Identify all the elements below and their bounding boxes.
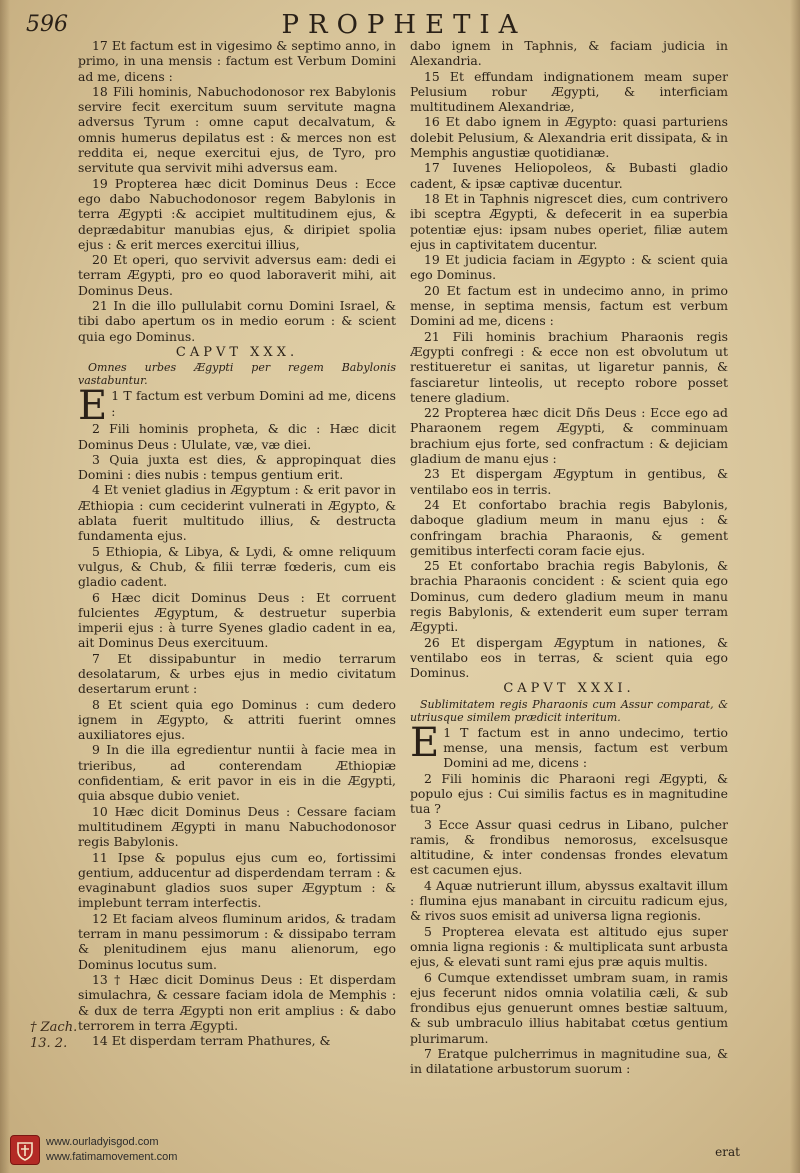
verse: 7 Eratque pulcherrimus in magnitudine sua, & in dilatatione arbustorum suorum : xyxy=(410,1046,728,1077)
verse: 3 Ecce Assur quasi cedrus in Libano, pulcher ramis, & frondibus nemorosus, excelsusque altitudine, & inter condensas frondes elevatum est cacumen ejus. xyxy=(410,816,728,878)
verse: 22 Propterea hæc dicit Dñs Deus : Ecce ego ad Pharaonem regem Ægypti, & comminuam brachium ejus forte, sed confractum : & dejiciam gladium de manu ejus : xyxy=(410,405,728,467)
verse: 17 Et factum est in vigesimo & septimo anno, in primo, in una mensis : factum est Verbum Domini ad me, dicens : xyxy=(78,38,396,84)
left-column xyxy=(78,38,396,1141)
verse: 21 In die illo pullulabit cornu Domini Israel, & tibi dabo apertum os in medio eorum : & scient quia ego Dominus. xyxy=(78,298,396,344)
verse: 20 Et operi, quo servivit adversus eam: dedi ei terram Ægypti, pro eo quod laboraverit mihi, ait Dominus Deus. xyxy=(78,252,396,298)
drop-cap: E xyxy=(78,383,108,430)
verse: 20 Et factum est in undecimo anno, in primo mense, in septima mensis, factum est verbum Domini ad me, dicens : xyxy=(410,282,728,329)
verse: 24 Et confortabo brachia regis Babylonis, daboque gladium meum in manu ejus : & confringam brachia Pharaonis, & gement gemitibus interfecti coram facie ejus. xyxy=(410,496,728,558)
verse: 17 Iuvenes Heliopoleos, & Bubasti gladio cadent, & ipsæ captivæ ducentur. xyxy=(410,160,728,191)
verse: 10 Hæc dicit Dominus Deus : Cessare faciam multitudinem Ægypti in manu Nabuchodonosor regis Babylonis. xyxy=(78,803,396,850)
verse: 19 Et judicia faciam in Ægypto : & scient quia ego Dominus. xyxy=(410,252,728,283)
verse: 5 Ethiopia, & Libya, & Lydi, & omne reliquum vulgus, & Chub, & filii terræ fœderis, cum eis gladio cadent. xyxy=(78,543,396,590)
catchword: erat xyxy=(715,1145,740,1159)
verse: 19 Propterea hæc dicit Dominus Deus : Ecce ego dabo Nabuchodonosor regem Babylonis in terra Ægypti :& accipiet multitudinem ejus, & deprædabitur manubias ejus, & diripiet spolia ejus : & erit merces exercitui illius, xyxy=(78,175,396,252)
first-verse xyxy=(78,383,396,430)
margin-reference: † Zach. 13. 2. xyxy=(30,1020,78,1051)
verse: 5 Propterea elevata est altitudo ejus super omnia ligna regionis : & multiplicata sunt arbusta ejus, & elevati sunt rami ejus præ aquis multis. xyxy=(410,923,728,970)
page-number: 596 xyxy=(26,12,68,37)
first-verse xyxy=(410,719,728,771)
verse: 26 Et dispergam Ægyptum in nationes, & ventilabo eos in terras, & scient quia ego Dominus. xyxy=(410,634,728,681)
footer-link-ourladyisgod[interactable]: www.ourladyisgod.com xyxy=(46,1136,159,1148)
verse: 2 Fili hominis propheta, & dic : Hæc dicit Dominus Deus : Ululate, væ, væ diei. xyxy=(78,421,396,452)
chapter-heading: CAPVT XXXI. xyxy=(503,681,635,697)
verse: 11 Ipse & populus ejus cum eo, fortissimi gentium, adducentur ad disperdendam terram : & evaginabunt gladios suos super Ægyptum : & implebunt terram interfectis. xyxy=(78,849,396,911)
footer-link-fatimamovement[interactable]: www.fatimamovement.com xyxy=(46,1151,178,1163)
verse: 9 In die illa egredientur nuntii à facie mea in trieribus, ad conterendam Æthiopiæ confidentiam, & erit pavor in eis in die Ægypti, quia absque dubio veniet. xyxy=(78,742,396,804)
verse: 4 Aquæ nutrierunt illum, abyssus exaltavit illum : flumina ejus manabant in circuitu radicum ejus, & rivos suos emisit ad universa ligna regionis. xyxy=(410,877,728,924)
right-page-shadow xyxy=(790,0,800,1173)
verse: dabo ignem in Taphnis, & faciam judicia in Alexandria. xyxy=(410,38,728,69)
right-column xyxy=(410,38,728,1141)
left-page-shadow xyxy=(0,0,10,1173)
seal-icon xyxy=(10,1135,40,1165)
verse: 3 Quia juxta est dies, & appropinquat dies Domini : dies nubis : tempus gentium erit. xyxy=(78,451,396,483)
chapter-summary: Omnes urbes Ægypti per regem Babylonis vastabuntur. xyxy=(78,361,396,388)
verse: 21 Fili hominis brachium Pharaonis regis Ægypti confregi : & ecce non est obvolutum ut restitueretur ei sanitas, ut ligaretur pannis, & fasciaretur linteolis, ut recepto robore posset tenere gladium. xyxy=(410,328,728,405)
chapter-summary: Sublimitatem regis Pharaonis cum Assur comparat, & utriusque similem prædicit interitum. xyxy=(410,697,728,724)
verse: 14 Et disperdam terram Phathures, & xyxy=(92,1033,331,1049)
chapter-heading: CAPVT XXX. xyxy=(175,344,299,360)
verse: 4 Et veniet gladius in Ægyptum : & erit pavor in Æthiopia : cum ceciderint vulnerati in Ægypto, & ablata fuerit multitudo illius, & destructa fundamenta ejus. xyxy=(78,482,396,544)
verse: 7 Et dissipabuntur in medio terrarum desolatarum, & urbes ejus in medio civitatum desertarum erunt : xyxy=(78,650,396,697)
verse: 13 † Hæc dicit Dominus Deus : Et disperdam simulachra, & cessare faciam idola de Memphis : & dux de terra Ægypti non erit amplius : & dabo terrorem in terra Ægypti. xyxy=(78,971,396,1033)
verse: 15 Et effundam indignationem meam super Pelusium robur Ægypti, & interficiam multitudinem Alexandriæ, xyxy=(410,68,728,115)
verse: 2 Fili hominis dic Pharaoni regi Ægypti, & populo ejus : Cui similis factus es in magnitudine tua ? xyxy=(410,770,728,817)
verse: 16 Et dabo ignem in Ægypto: quasi parturiens dolebit Pelusium, & Alexandria erit dissipata, & in Memphis angustiæ quotidianæ. xyxy=(410,114,728,161)
page-header xyxy=(22,8,786,42)
first-verse-text: 1 T factum est verbum Domini ad me, dicens : xyxy=(111,388,396,419)
verse: 23 Et dispergam Ægyptum in gentibus, & ventilabo eos in terris. xyxy=(410,466,728,497)
verse: 18 Fili hominis, Nabuchodonosor rex Babylonis servire fecit exercitum suum servitute magna adversus Tyrum : omne caput decalvatum, & omnis humerus depilatus est : & merces non est reddita ei, neque exercitui ejus, de Tyro, pro servitute qua servivit mihi adversus eam. xyxy=(78,83,396,176)
verse: 18 Et in Taphnis nigrescet dies, cum contrivero ibi sceptra Ægypti, & defecerit in ea superbia potentiæ ejus: ipsam nubes operiet, filiæ autem ejus in captivitatem ducentur. xyxy=(410,190,728,252)
verse: 6 Cumque extendisset umbram suam, in ramis ejus fecerunt nidos omnia volatilia cæli, & sub frondibus ejus genuerunt omnes bestiæ saltuum, & sub umbraculo illius habitabat cœtus gentium plurimarum. xyxy=(410,969,728,1046)
verse: 25 Et confortabo brachia regis Babylonis, & brachia Pharaonis concident : & scient quia ego Dominus, cum dedero gladium meum in manu regis Babylonis, & extenderit eum super terram Ægypti. xyxy=(410,558,728,635)
first-verse-text: 1 T factum est in anno undecimo, tertio mense, una mensis, factum est verbum Domini ad me, dicens : xyxy=(443,724,728,771)
drop-cap: E xyxy=(410,719,440,766)
verse: 6 Hæc dicit Dominus Deus : Et corruent fulcientes Ægyptum, & destruetur superbia imperii ejus : à turre Syenes gladio cadent in ea, ait Dominus Deus exercituum. xyxy=(78,589,396,651)
verse: 12 Et faciam alveos fluminum aridos, & tradam terram in manu pessimorum : & dissipabo terram & plenitudinem ejus manu alienorum, ego Dominus locutus sum. xyxy=(78,910,396,972)
running-title: PROPHETIA xyxy=(281,10,527,40)
verse: 8 Et scient quia ego Dominus : cum dedero ignem in Ægypto, & attriti fuerint omnes auxiliatores ejus. xyxy=(78,696,396,743)
